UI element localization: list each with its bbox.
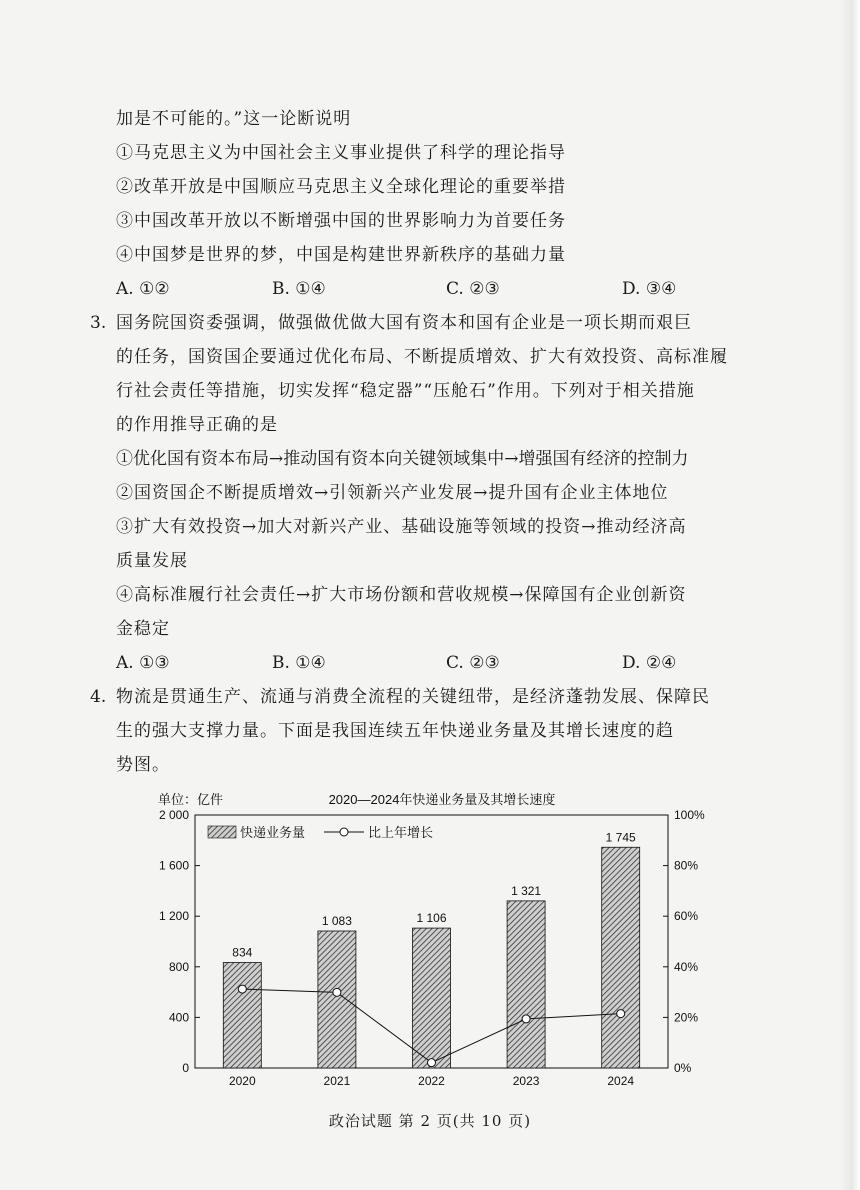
page-edge-shadow xyxy=(840,0,860,1190)
x-tick-label: 2024 xyxy=(607,1074,635,1088)
growth-point-2021 xyxy=(333,988,341,996)
q3-line-2: 的任务，国资国企要通过优化布局、不断提质增效、扩大有效投资、高标准履 xyxy=(116,347,728,367)
legend-line-marker xyxy=(340,828,348,836)
q2-stem-line: 加是不可能的。”这一论断说明 xyxy=(116,109,352,129)
y-tick-label: 1 600 xyxy=(158,858,189,873)
chart-title: 2020—2024年快递业务量及其增长速度 xyxy=(328,792,556,807)
x-tick-label: 2022 xyxy=(418,1074,445,1088)
q3-statement-2: ②国资国企不断提质增效→引领新兴产业发展→提升国有企业主体地位 xyxy=(116,483,669,503)
q4-line-3: 势图。 xyxy=(116,755,170,775)
q3-option-d: D. ②④ xyxy=(622,653,677,673)
q3-number: 3. xyxy=(90,313,107,333)
x-tick-label: 2020 xyxy=(228,1074,256,1088)
q3-line-4: 的作用推导正确的是 xyxy=(116,415,278,435)
q4-number: 4. xyxy=(90,687,107,707)
chart-legend xyxy=(208,825,433,840)
y2-tick-label: 80% xyxy=(674,858,699,873)
q3-statement-3: ③扩大有效投资→加大对新兴产业、基础设施等领域的投资→推动经济高 xyxy=(116,517,687,537)
q3-line-1: 国务院国资委强调，做强做优做大国有资本和国有企业是一项长期而艰巨 xyxy=(116,313,692,333)
y2-tick-label: 60% xyxy=(674,909,699,924)
q2-statement-3: ③中国改革开放以不断增强中国的世界影响力为首要任务 xyxy=(116,211,566,231)
legend-line-label: 比上年增长 xyxy=(368,825,434,840)
q4-line-2: 生的强大支撑力量。下面是我国连续五年快递业务量及其增长速度的趋 xyxy=(116,721,674,741)
bar-2021 xyxy=(318,931,356,1068)
q2-statement-4: ④中国梦是世界的梦，中国是构建世界新秩序的基础力量 xyxy=(116,245,566,265)
y-tick-label: 800 xyxy=(168,959,189,974)
bar-2023 xyxy=(507,901,545,1068)
legend-bar-label: 快递业务量 xyxy=(240,825,306,840)
q3-option-b: B. ①④ xyxy=(272,653,326,673)
chart-bars xyxy=(223,830,639,1088)
q3-option-c: C. ②③ xyxy=(446,653,500,673)
q2-option-b: B. ①④ xyxy=(272,279,326,299)
y2-tick-label: 20% xyxy=(674,1010,699,1025)
growth-point-2023 xyxy=(522,1015,530,1023)
y-tick-label: 0 xyxy=(182,1061,189,1075)
y-tick-label: 2 000 xyxy=(158,808,189,822)
q2-statement-2: ②改革开放是中国顺应马克思主义全球化理论的重要举措 xyxy=(116,177,566,197)
growth-point-2020 xyxy=(238,985,246,993)
bar-value-label: 1 745 xyxy=(605,830,636,845)
q3-statement-4-cont: 金稳定 xyxy=(116,619,170,639)
q2-option-a: A. ①② xyxy=(116,279,170,299)
x-tick-label: 2021 xyxy=(323,1074,351,1088)
y2-tick-label: 40% xyxy=(674,959,699,974)
y-tick-label: 400 xyxy=(168,1010,189,1025)
bar-value-label: 1 106 xyxy=(416,911,447,926)
q2-option-d: D. ③④ xyxy=(622,279,677,299)
q3-option-a: A. ①③ xyxy=(116,653,170,673)
y2-tick-label: 100% xyxy=(674,808,705,822)
express-volume-chart xyxy=(140,790,720,1100)
growth-point-2024 xyxy=(617,1010,625,1018)
bar-2022 xyxy=(413,928,451,1068)
q3-statement-4: ④高标准履行社会责任→扩大市场份额和营收规模→保障国有企业创新资 xyxy=(116,585,687,605)
q2-option-c: C. ②③ xyxy=(446,279,500,299)
bar-2024 xyxy=(602,847,640,1068)
bar-value-label: 834 xyxy=(232,945,253,960)
y-tick-label: 1 200 xyxy=(158,909,189,924)
q3-statement-1: ①优化国有资本布局→推动国有资本向关键领域集中→增强国有经济的控制力 xyxy=(116,449,689,469)
q3-line-3: 行社会责任等措施，切实发挥“稳定器”“压舱石”作用。下列对于相关措施 xyxy=(116,381,695,401)
growth-point-2022 xyxy=(428,1059,436,1067)
bar-value-label: 1 083 xyxy=(321,914,352,929)
x-tick-label: 2023 xyxy=(512,1074,540,1088)
bar-2020 xyxy=(223,962,261,1068)
y2-tick-label: 0% xyxy=(674,1061,692,1075)
bar-value-label: 1 321 xyxy=(511,883,542,898)
chart-unit-label: 单位：亿件 xyxy=(158,792,224,807)
page-footer: 政治试题 第 2 页(共 10 页) xyxy=(328,1112,532,1130)
legend-bar-swatch xyxy=(208,826,236,838)
q2-statement-1: ①马克思主义为中国社会主义事业提供了科学的理论指导 xyxy=(116,143,566,163)
q3-statement-3-cont: 质量发展 xyxy=(116,551,188,571)
q4-line-1: 物流是贯通生产、流通与消费全流程的关键纽带，是经济蓬勃发展、保障民 xyxy=(116,687,710,707)
